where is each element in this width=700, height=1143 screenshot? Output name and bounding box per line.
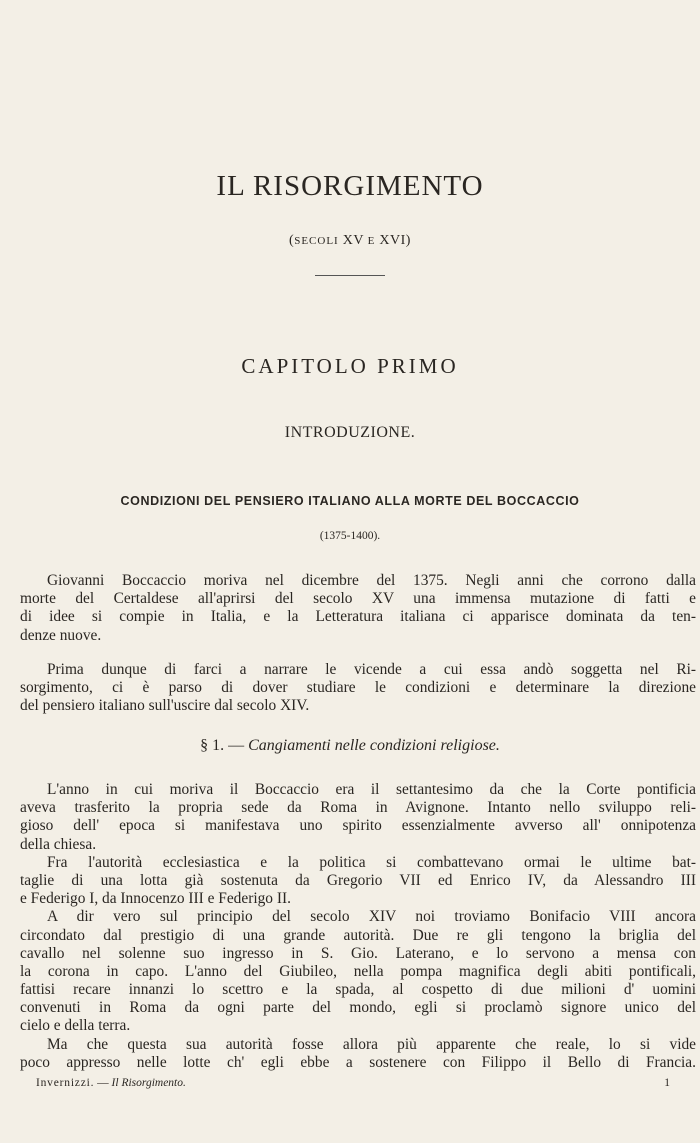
- text-line: morte del Certaldese all'aprirsi del secolo XV una immensa mutazione di fatti e: [20, 590, 696, 608]
- footer-title: Il Risorgimento.: [111, 1077, 186, 1089]
- text-line: denze nuove.: [20, 626, 102, 644]
- footer-author: Invernizzi.: [36, 1077, 95, 1089]
- text-line: del pensiero italiano sull'uscire dal secolo XIV.: [20, 697, 310, 715]
- paragraph-block-2: [20, 661, 696, 716]
- subtitle-secoli: SECOLI: [294, 235, 339, 247]
- text-line: e Federigo I, da Innocenzo III e Federigo II.: [20, 890, 291, 908]
- divider-rule: [315, 275, 385, 276]
- signature-mark: 1: [664, 1077, 670, 1089]
- paragraph-block-1: [20, 572, 696, 645]
- intro-heading: INTRODUZIONE.: [284, 424, 416, 441]
- text-line: Ma che questa sua autorità fosse allora più apparente che reale, lo si vide: [47, 1035, 696, 1053]
- text-line: L'anno in cui moriva il Boccaccio era il settantesimo da che la Corte pontificia: [47, 781, 696, 798]
- text-line: cavallo nel solenne suo ingresso in S. Gio. Laterano, e lo servono a mensa con: [20, 944, 696, 962]
- subtitle-centuries-2: XVI): [375, 233, 411, 248]
- subtitle-e: E: [367, 235, 376, 247]
- text-line: Fra l'autorità ecclesiastica e la politica si combattevano ormai le ultime bat-: [47, 853, 696, 871]
- text-line: aveva trasferito la propria sede da Roma in Avignone. Intanto nello sviluppo reli-: [20, 799, 696, 817]
- text-line: Prima dunque di farci a narrare le vicende a cui essa andò soggetta nel Ri-: [47, 661, 696, 678]
- section-heading-title: Cangiamenti nelle condizioni religiose.: [248, 737, 500, 754]
- text-line: poco appresso nelle lotte ch' egli ebbe a sostenere con Filippo il Bello di Francia.: [20, 1053, 696, 1071]
- text-line: taglie di una lotta già sostenuta da Gregorio VII ed Enrico IV, da Alessandro III: [20, 871, 696, 889]
- subtitle-open: (: [289, 233, 295, 248]
- text-line: della chiesa.: [20, 835, 97, 853]
- subtitle: [0, 233, 700, 249]
- text-line: fattisi recare innanzi lo scettro e la spada, al cospetto di due milioni d' uomini: [20, 981, 696, 999]
- text-line: la corona in capo. L'anno del Giubileo, nella pompa magnifica degli abiti pontificali,: [20, 962, 696, 980]
- section-heading: [0, 737, 700, 755]
- subtitle-centuries: XV: [338, 233, 368, 248]
- text-line: A dir vero sul principio del secolo XIV noi troviamo Bonifacio VIII ancora: [47, 908, 696, 926]
- text-line: di idee si compie in Italia, e la Letteratura italiana ci apparisce dominata da ten-: [20, 608, 696, 626]
- text-line: gioso dell' epoca si manifestava uno spirito essenzialmente avverso all' onnipotenza: [20, 817, 696, 835]
- footer-dash: —: [94, 1077, 112, 1089]
- text-line: Giovanni Boccaccio moriva nel dicembre del 1375. Negli anni che corrono dalla: [47, 572, 696, 589]
- section-title: CONDIZIONI DEL PENSIERO ITALIANO ALLA MORTE DEL BOCCACCIO: [120, 494, 580, 508]
- section-number: § 1. —: [200, 737, 249, 754]
- text-line: convenuti in Roma da ogni parte del mondo, egli si proclamò signore unico del: [20, 999, 696, 1017]
- page-footer: [36, 1077, 676, 1089]
- paragraph-block-3: [20, 781, 696, 1072]
- text-line: cielo e della terra.: [20, 1017, 131, 1035]
- text-line: circondato dal prestigio di una grande autorità. Due re gli tengono la briglia del: [20, 926, 696, 944]
- chapter-title: CAPITOLO PRIMO: [241, 354, 459, 378]
- book-title: IL RISORGIMENTO: [216, 170, 484, 202]
- text-line: sorgimento, ci è parso di dover studiare le condizioni e determinare la direzione: [20, 679, 696, 697]
- date-range: (1375-1400).: [319, 530, 381, 542]
